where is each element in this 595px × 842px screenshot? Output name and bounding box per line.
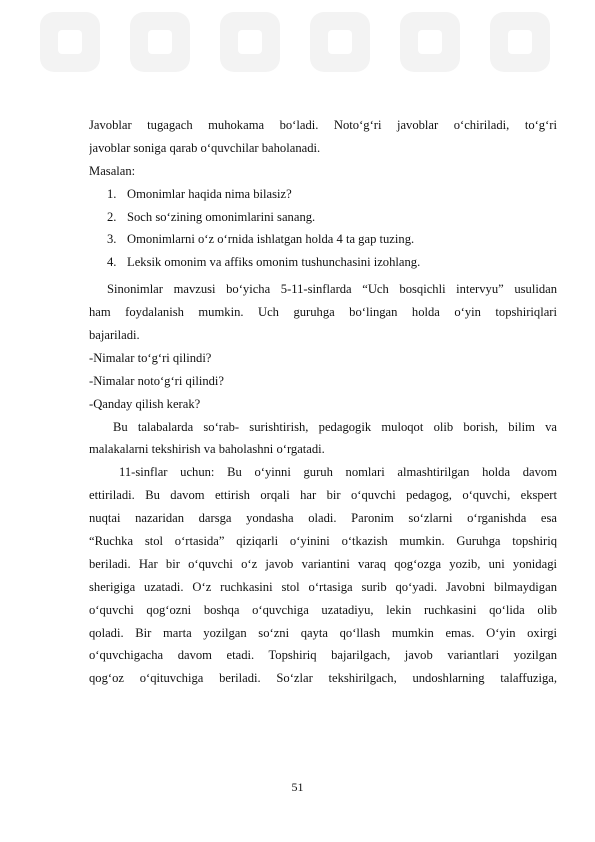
paragraph-2-line-3: bajariladi. bbox=[89, 328, 140, 343]
list-item bbox=[89, 251, 557, 274]
paragraph-4-line: o‘quvchigacha davom etadi. Topshiriq bajarilgach, javob variantlari yozilgan bbox=[89, 648, 557, 663]
list-item bbox=[89, 206, 557, 229]
paragraph-3-line-1: Bu talabalarda so‘rab- surishtirish, pedagogik muloqot olib borish, bilim va bbox=[113, 419, 557, 434]
paragraph-3-line-2: malakalarni tekshirish va baholashni o‘rgatadi. bbox=[89, 442, 325, 457]
list-item-number: 3. bbox=[107, 232, 117, 247]
paragraph-4-line: “Ruchka stol o‘rtasida” qiziqarli o‘yinini o‘tkazish mumkin. Guruhga topshiriq bbox=[89, 534, 557, 549]
list-item bbox=[89, 183, 557, 206]
page-number: 51 bbox=[291, 780, 304, 794]
list-item-text: Omonimlar haqida nima bilasiz? bbox=[127, 186, 292, 201]
list-item-number: 1. bbox=[107, 186, 117, 201]
paragraph-2-line-2: ham foydalanish mumkin. Uch guruhga bo‘lingan holda o‘yin topshiriqlari bbox=[89, 305, 557, 320]
paragraph-4-line: nuqtai nazaridan darsga yondasha oladi. Paronim so‘zlarni o‘rganishda esa bbox=[89, 511, 557, 526]
list-item-text: Leksik omonim va affiks omonim tushunchasini izohlang. bbox=[127, 255, 421, 270]
paragraph-4-line: 11-sinflar uchun: Bu o‘yinni guruh nomlari almashtirilgan holda davom bbox=[119, 465, 557, 480]
list-item-number: 2. bbox=[107, 209, 117, 224]
paragraph-4-line: sherigiga uzatadi. O‘z ruchkasini stol o‘rtasiga surib qo‘yadi. Javobni bilmaydigan bbox=[89, 579, 557, 594]
question-line: -Qanday qilish kerak? bbox=[89, 396, 201, 411]
paragraph-2-line-1: Sinonimlar mavzusi bo‘yicha 5-11-sinflarda “Uch bosqichli intervyu” usulidan bbox=[107, 282, 557, 297]
list-item-text: Soch so‘zining omonimlarini sanang. bbox=[127, 209, 316, 224]
paragraph-4-line: o‘quvchi qog‘ozni boshqa o‘quvchiga uzatadiyu, lekin ruchkasini qo‘lida olib bbox=[89, 602, 557, 617]
paragraph-1-line-2: javoblar soniga qarab o‘quvchilar baholanadi. bbox=[89, 140, 321, 155]
list-item bbox=[89, 228, 557, 251]
paragraph-4-line: qog‘oz o‘qituvchiga beriladi. So‘zlar tekshirilgach, undoshlarning talaffuziga, bbox=[89, 671, 557, 686]
paragraph-1-line-1: Javoblar tugagach muhokama bo‘ladi. Noto‘g‘ri javoblar o‘chiriladi, to‘g‘ri bbox=[89, 118, 557, 132]
paragraph-4-line: qoladi. Bir marta yozilgan so‘zni qayta qo‘llash mumkin emas. O‘yin oxirgi bbox=[89, 625, 557, 640]
question-line: -Nimalar to‘g‘ri qilindi? bbox=[89, 350, 212, 365]
document-page bbox=[89, 114, 557, 690]
example-label: Masalan: bbox=[89, 163, 136, 178]
list-item-number: 4. bbox=[107, 255, 117, 270]
question-line: -Nimalar noto‘g‘ri qilindi? bbox=[89, 373, 224, 388]
paragraph-4-line: beriladi. Har bir o‘quvchi o‘z javob variantini varaq qog‘ozga yozib, uni yonidagi bbox=[89, 556, 557, 571]
paragraph-4-line: ettiriladi. Bu davom ettirish orqali har bir o‘quvchi pedagog, o‘quvchi, ekspert bbox=[89, 488, 557, 503]
list-item-text: Omonimlarni o‘z o‘rnida ishlatgan holda 4 ta gap tuzing. bbox=[127, 232, 415, 247]
